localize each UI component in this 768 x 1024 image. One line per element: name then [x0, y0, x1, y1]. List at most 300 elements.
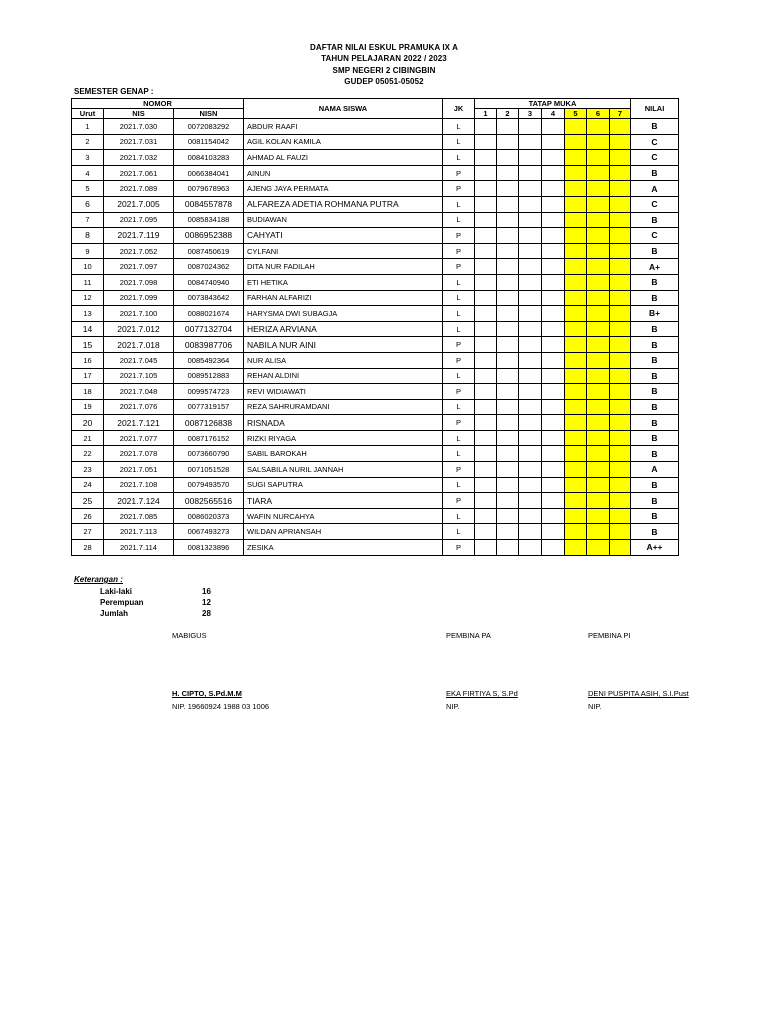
session-cell — [610, 165, 631, 181]
nama-cell: RISNADA — [244, 415, 443, 431]
session-cell — [565, 243, 587, 259]
nisn-cell: 0073843642 — [174, 290, 244, 306]
table-row — [72, 415, 679, 431]
nama-cell: ALFAREZA ADETIA ROHMANA PUTRA — [244, 196, 443, 212]
session-cell — [519, 368, 542, 384]
session-cell — [587, 508, 610, 524]
urut-cell: 11 — [72, 274, 104, 290]
session-cell — [519, 399, 542, 415]
jk-cell: L — [443, 508, 475, 524]
col-nis: NIS — [104, 109, 174, 119]
urut-cell: 8 — [72, 228, 104, 244]
session-cell — [587, 337, 610, 353]
col-session-3: 3 — [519, 109, 542, 119]
session-cell — [542, 384, 565, 400]
nisn-cell: 0082565516 — [174, 493, 244, 509]
session-cell — [497, 134, 519, 150]
session-cell — [610, 399, 631, 415]
session-cell — [565, 150, 587, 166]
session-cell — [542, 508, 565, 524]
session-cell — [587, 306, 610, 322]
session-cell — [542, 399, 565, 415]
nama-cell: DITA NUR FADILAH — [244, 259, 443, 275]
urut-cell: 16 — [72, 352, 104, 368]
session-cell — [587, 493, 610, 509]
session-cell — [587, 540, 610, 556]
urut-cell: 23 — [72, 462, 104, 478]
session-cell — [610, 337, 631, 353]
nisn-cell: 0071051528 — [174, 462, 244, 478]
table-row — [72, 321, 679, 337]
nisn-cell: 0087176152 — [174, 430, 244, 446]
nis-cell: 2021.7.032 — [104, 150, 174, 166]
table-row — [72, 196, 679, 212]
pembina-pa-name: EKA FIRTIYA S, S.Pd — [446, 689, 518, 698]
nilai-cell: B — [631, 337, 679, 353]
session-cell — [542, 243, 565, 259]
session-cell — [587, 196, 610, 212]
session-cell — [519, 540, 542, 556]
nisn-cell: 0086952388 — [174, 228, 244, 244]
session-cell — [519, 181, 542, 197]
nilai-cell: B — [631, 384, 679, 400]
mabigus-name: H. CIPTO, S.Pd.M.M — [172, 689, 242, 698]
nama-cell: AJENG JAYA PERMATA — [244, 181, 443, 197]
session-cell — [519, 165, 542, 181]
session-cell — [497, 540, 519, 556]
session-cell — [610, 321, 631, 337]
session-cell — [475, 181, 497, 197]
col-session-2: 2 — [497, 109, 519, 119]
session-cell — [497, 165, 519, 181]
nilai-cell: B — [631, 415, 679, 431]
jk-cell: L — [443, 196, 475, 212]
session-cell — [475, 259, 497, 275]
grades-table — [71, 98, 679, 556]
nilai-cell: B — [631, 290, 679, 306]
urut-cell: 26 — [72, 508, 104, 524]
table-row — [72, 524, 679, 540]
session-cell — [610, 368, 631, 384]
table-row — [72, 430, 679, 446]
session-cell — [519, 446, 542, 462]
session-cell — [587, 212, 610, 228]
nis-cell: 2021.7.089 — [104, 181, 174, 197]
session-cell — [497, 181, 519, 197]
session-cell — [587, 352, 610, 368]
table-row — [72, 150, 679, 166]
urut-cell: 15 — [72, 337, 104, 353]
pembina-pa-title: PEMBINA PA — [446, 631, 491, 640]
nilai-cell: C — [631, 134, 679, 150]
table-row — [72, 540, 679, 556]
session-cell — [565, 524, 587, 540]
session-cell — [497, 259, 519, 275]
session-cell — [475, 212, 497, 228]
nama-cell: ABDUR RAAFI — [244, 119, 443, 135]
jk-cell: L — [443, 321, 475, 337]
nama-cell: SABIL BAROKAH — [244, 446, 443, 462]
session-cell — [475, 165, 497, 181]
nisn-cell: 0087024362 — [174, 259, 244, 275]
session-cell — [565, 290, 587, 306]
nilai-cell: B — [631, 352, 679, 368]
urut-cell: 22 — [72, 446, 104, 462]
jk-cell: P — [443, 181, 475, 197]
nama-cell: REVI WIDIAWATI — [244, 384, 443, 400]
session-cell — [475, 119, 497, 135]
nis-cell: 2021.7.005 — [104, 196, 174, 212]
session-cell — [519, 415, 542, 431]
session-cell — [497, 508, 519, 524]
nis-cell: 2021.7.121 — [104, 415, 174, 431]
session-cell — [542, 540, 565, 556]
session-cell — [565, 212, 587, 228]
perempuan-label: Perempuan — [100, 598, 144, 607]
session-cell — [610, 415, 631, 431]
urut-cell: 9 — [72, 243, 104, 259]
session-cell — [610, 540, 631, 556]
session-cell — [475, 290, 497, 306]
nis-cell: 2021.7.018 — [104, 337, 174, 353]
session-cell — [587, 119, 610, 135]
nilai-cell: B — [631, 399, 679, 415]
nis-cell: 2021.7.097 — [104, 259, 174, 275]
nisn-cell: 0077132704 — [174, 321, 244, 337]
session-cell — [542, 446, 565, 462]
jk-cell: L — [443, 399, 475, 415]
session-cell — [587, 290, 610, 306]
nisn-cell: 0085492364 — [174, 352, 244, 368]
session-cell — [475, 384, 497, 400]
nama-cell: FARHAN ALFARIZI — [244, 290, 443, 306]
nilai-cell: B — [631, 446, 679, 462]
session-cell — [565, 352, 587, 368]
nama-cell: NUR ALISA — [244, 352, 443, 368]
session-cell — [565, 508, 587, 524]
session-cell — [542, 274, 565, 290]
session-cell — [475, 337, 497, 353]
nilai-cell: C — [631, 150, 679, 166]
col-session-6: 6 — [587, 109, 610, 119]
jk-cell: P — [443, 384, 475, 400]
nama-cell: SALSABILA NURIL JANNAH — [244, 462, 443, 478]
session-cell — [587, 477, 610, 493]
session-cell — [587, 321, 610, 337]
nilai-cell: A — [631, 462, 679, 478]
session-cell — [587, 228, 610, 244]
table-row — [72, 119, 679, 135]
table-row — [72, 337, 679, 353]
table-row — [72, 212, 679, 228]
nis-cell: 2021.7.076 — [104, 399, 174, 415]
session-cell — [475, 368, 497, 384]
session-cell — [475, 228, 497, 244]
urut-cell: 5 — [72, 181, 104, 197]
session-cell — [610, 259, 631, 275]
nisn-cell: 0084103283 — [174, 150, 244, 166]
session-cell — [610, 181, 631, 197]
jk-cell: P — [443, 337, 475, 353]
urut-cell: 3 — [72, 150, 104, 166]
session-cell — [497, 150, 519, 166]
session-cell — [542, 477, 565, 493]
nisn-cell: 0084740940 — [174, 274, 244, 290]
nama-cell: REHAN ALDINI — [244, 368, 443, 384]
nama-cell: BUDIAWAN — [244, 212, 443, 228]
session-cell — [587, 446, 610, 462]
session-cell — [610, 212, 631, 228]
session-cell — [610, 352, 631, 368]
session-cell — [587, 524, 610, 540]
session-cell — [610, 196, 631, 212]
session-cell — [565, 306, 587, 322]
session-cell — [565, 462, 587, 478]
nama-cell: WILDAN APRIANSAH — [244, 524, 443, 540]
nilai-cell: B — [631, 165, 679, 181]
session-cell — [497, 462, 519, 478]
jk-cell: P — [443, 462, 475, 478]
session-cell — [587, 274, 610, 290]
session-cell — [587, 399, 610, 415]
nisn-cell: 0072083292 — [174, 119, 244, 135]
session-cell — [565, 384, 587, 400]
nisn-cell: 0099574723 — [174, 384, 244, 400]
nama-cell: RIZKI RIYAGA — [244, 430, 443, 446]
nama-cell: TIARA — [244, 493, 443, 509]
session-cell — [497, 306, 519, 322]
session-cell — [475, 430, 497, 446]
nisn-cell: 0081323896 — [174, 540, 244, 556]
jk-cell: L — [443, 446, 475, 462]
jk-cell: L — [443, 290, 475, 306]
col-nama: NAMA SISWA — [244, 99, 443, 119]
session-cell — [475, 540, 497, 556]
session-cell — [542, 259, 565, 275]
session-cell — [519, 228, 542, 244]
nilai-cell: C — [631, 228, 679, 244]
pembina-pi-title: PEMBINA PI — [588, 631, 631, 640]
session-cell — [475, 493, 497, 509]
pembina-pa-nip: NIP. — [446, 702, 460, 711]
session-cell — [475, 352, 497, 368]
nisn-cell: 0083987706 — [174, 337, 244, 353]
nis-cell: 2021.7.105 — [104, 368, 174, 384]
session-cell — [475, 462, 497, 478]
session-cell — [565, 119, 587, 135]
nis-cell: 2021.7.048 — [104, 384, 174, 400]
session-cell — [587, 462, 610, 478]
nisn-cell: 0079678963 — [174, 181, 244, 197]
session-cell — [542, 150, 565, 166]
session-cell — [519, 462, 542, 478]
session-cell — [519, 119, 542, 135]
nisn-cell: 0067493273 — [174, 524, 244, 540]
col-nilai: NILAI — [631, 99, 679, 119]
nisn-cell: 0086020373 — [174, 508, 244, 524]
table-row — [72, 165, 679, 181]
jk-cell: P — [443, 228, 475, 244]
jk-cell: P — [443, 415, 475, 431]
jk-cell: L — [443, 134, 475, 150]
urut-cell: 13 — [72, 306, 104, 322]
session-cell — [542, 430, 565, 446]
session-cell — [497, 384, 519, 400]
table-row — [72, 508, 679, 524]
session-cell — [497, 493, 519, 509]
session-cell — [587, 384, 610, 400]
session-cell — [610, 462, 631, 478]
session-cell — [565, 228, 587, 244]
session-cell — [497, 196, 519, 212]
session-cell — [497, 321, 519, 337]
session-cell — [497, 477, 519, 493]
session-cell — [610, 384, 631, 400]
title-line-4: GUDEP 05051-05052 — [344, 77, 424, 86]
session-cell — [565, 321, 587, 337]
jk-cell: P — [443, 493, 475, 509]
session-cell — [610, 477, 631, 493]
jk-cell: L — [443, 430, 475, 446]
nilai-cell: C — [631, 196, 679, 212]
nilai-cell: B — [631, 243, 679, 259]
semester-label: SEMESTER GENAP : — [74, 87, 154, 96]
urut-cell: 18 — [72, 384, 104, 400]
nisn-cell: 0073660790 — [174, 446, 244, 462]
session-cell — [565, 274, 587, 290]
nilai-cell: B+ — [631, 306, 679, 322]
nilai-cell: B — [631, 119, 679, 135]
mabigus-title: MABIGUS — [172, 631, 207, 640]
session-cell — [587, 415, 610, 431]
session-cell — [542, 337, 565, 353]
session-cell — [475, 243, 497, 259]
nama-cell: SUGI SAPUTRA — [244, 477, 443, 493]
session-cell — [610, 134, 631, 150]
nisn-cell: 0077319157 — [174, 399, 244, 415]
session-cell — [565, 493, 587, 509]
session-cell — [519, 384, 542, 400]
session-cell — [587, 430, 610, 446]
session-cell — [497, 415, 519, 431]
session-cell — [565, 196, 587, 212]
nama-cell: AGIL KOLAN KAMILA — [244, 134, 443, 150]
nisn-cell: 0088021674 — [174, 306, 244, 322]
session-cell — [519, 430, 542, 446]
session-cell — [475, 134, 497, 150]
nis-cell: 2021.7.061 — [104, 165, 174, 181]
title-line-1: DAFTAR NILAI ESKUL PRAMUKA IX A — [310, 43, 458, 52]
session-cell — [519, 290, 542, 306]
session-cell — [565, 165, 587, 181]
nis-cell: 2021.7.095 — [104, 212, 174, 228]
session-cell — [497, 228, 519, 244]
nama-cell: HERIZA ARVIANA — [244, 321, 443, 337]
session-cell — [542, 352, 565, 368]
jk-cell: L — [443, 306, 475, 322]
session-cell — [565, 430, 587, 446]
session-cell — [587, 150, 610, 166]
session-cell — [497, 352, 519, 368]
session-cell — [475, 508, 497, 524]
jk-cell: L — [443, 524, 475, 540]
session-cell — [610, 243, 631, 259]
session-cell — [565, 337, 587, 353]
session-cell — [542, 524, 565, 540]
jk-cell: P — [443, 259, 475, 275]
session-cell — [610, 150, 631, 166]
session-cell — [519, 134, 542, 150]
table-row — [72, 477, 679, 493]
session-cell — [519, 508, 542, 524]
session-cell — [542, 368, 565, 384]
nilai-cell: B — [631, 477, 679, 493]
jk-cell: L — [443, 212, 475, 228]
nisn-cell: 0066384041 — [174, 165, 244, 181]
jumlah-label: Jumlah — [100, 609, 129, 618]
session-cell — [610, 228, 631, 244]
nama-cell: CAHYATI — [244, 228, 443, 244]
session-cell — [497, 337, 519, 353]
table-row — [72, 134, 679, 150]
keterangan-title: Keterangan : — [74, 575, 123, 584]
session-cell — [497, 212, 519, 228]
session-cell — [497, 243, 519, 259]
col-jk: JK — [443, 99, 475, 119]
session-cell — [610, 524, 631, 540]
session-cell — [542, 321, 565, 337]
col-session-4: 4 — [542, 109, 565, 119]
table-row — [72, 290, 679, 306]
table-row — [72, 462, 679, 478]
session-cell — [519, 212, 542, 228]
session-cell — [519, 306, 542, 322]
urut-cell: 27 — [72, 524, 104, 540]
jk-cell: L — [443, 477, 475, 493]
col-session-5: 5 — [565, 109, 587, 119]
col-session-1: 1 — [475, 109, 497, 119]
session-cell — [587, 181, 610, 197]
nilai-cell: A++ — [631, 540, 679, 556]
session-cell — [542, 181, 565, 197]
nilai-cell: B — [631, 493, 679, 509]
session-cell — [542, 228, 565, 244]
nisn-cell: 0087450619 — [174, 243, 244, 259]
session-cell — [587, 165, 610, 181]
session-cell — [610, 306, 631, 322]
session-cell — [542, 290, 565, 306]
nama-cell: NABILA NUR AINI — [244, 337, 443, 353]
urut-cell: 7 — [72, 212, 104, 228]
session-cell — [519, 493, 542, 509]
session-cell — [542, 415, 565, 431]
nis-cell: 2021.7.030 — [104, 119, 174, 135]
session-cell — [519, 524, 542, 540]
session-cell — [610, 290, 631, 306]
session-cell — [497, 399, 519, 415]
laki-value: 16 — [202, 587, 211, 596]
session-cell — [542, 165, 565, 181]
urut-cell: 4 — [72, 165, 104, 181]
nis-cell: 2021.7.052 — [104, 243, 174, 259]
title-line-2: TAHUN PELAJARAN 2022 / 2023 — [321, 54, 447, 63]
urut-cell: 17 — [72, 368, 104, 384]
session-cell — [565, 399, 587, 415]
session-cell — [475, 150, 497, 166]
session-cell — [475, 274, 497, 290]
table-row — [72, 493, 679, 509]
pembina-pi-name: DENI PUSPITA ASIH, S.I.Pust — [588, 689, 689, 698]
